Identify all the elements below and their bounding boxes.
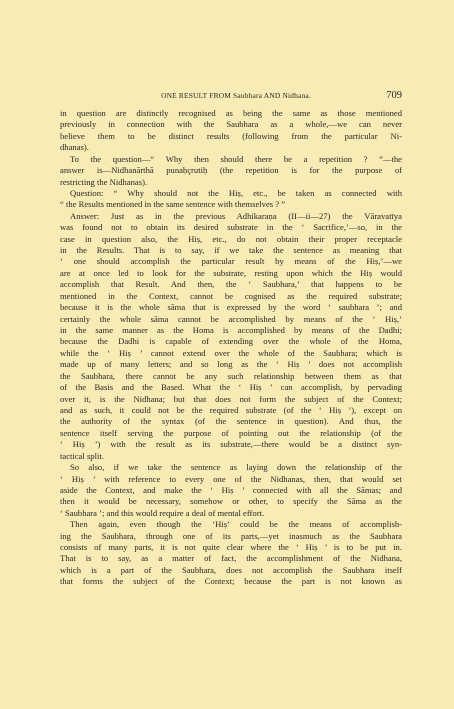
running-head-title: ONE RESULT FROM Saubhara AND Nidhana. (161, 91, 311, 100)
text-line: restricting the Nidhanas). (60, 176, 148, 187)
text-line: was found not to obtain its desired substrate in the ‘ Sacrifice,’—so, in the (60, 222, 402, 233)
text-line: sentence itself serving the purpose of pointing out the relationship (of the (60, 427, 402, 438)
text-line: answer is—Nidhanārthā punaḥçrutiḥ (the repetition is for the purpose of (60, 165, 402, 176)
text-line: accomplish that Result. And then, the ‘ Saubhara,’ that happens to be (60, 279, 402, 290)
text-line: because the Dadhi is capable of extending over the whole of the Homa, (60, 336, 402, 347)
text-line: believe them to be distinct results (following from the particular Ni- (60, 130, 402, 141)
text-line: Question: “ Why should not the Hiṣ, etc., be taken as connected with (70, 187, 402, 198)
text-line: of the Basis and the Based. What the ‘ Hiṣ ’ can accomplish, by pervading (60, 382, 402, 393)
text-line: that forms the subject of the Context; because the part is not known as (60, 576, 402, 587)
text-line: That is to say, as a matter of fact, the accomplishment of the Nidhana, (60, 553, 402, 564)
text-line: case in question also, the Hiṣ, etc., do not obtain their proper receptacle (60, 233, 402, 244)
text-line: aside the Context, and make the ‘ Hiṣ ’ connected with all the Sāmas; and (60, 484, 402, 495)
text-line: tactical split. (60, 450, 104, 461)
text-line: because it is the whole sāma that is expressed by the word ‘ saubhara ’; and (60, 302, 402, 313)
text-line: mentioned in the Context, cannot be cognised as the required substrate; (60, 290, 402, 301)
body-text (60, 108, 402, 663)
text-line: ‘ Hiṣ ’ with reference to every one of the Nidhanas, then, that would set (60, 473, 402, 484)
text-line: Answer: Just as in the previous Adhikaraṇa (II—ii—27) the Vāravatīya (70, 210, 402, 221)
text-line: and as such, it could not be the required substrate (of the ‘ Hiṣ ’), except on (60, 404, 402, 415)
text-line: certainly the whole sāma cannot be accomplished by means of the ‘ Hiṣ,’ (60, 313, 402, 324)
running-head (0, 88, 454, 104)
text-line: in the Results. That is to say, if we take the sentence as meaning that (60, 245, 402, 256)
text-line: dhanas). (60, 142, 89, 153)
text-line: consists of many parts, it is not quite clear where the ‘ Hiṣ ’ is to be put in. (60, 542, 402, 553)
text-line: ‘ Saubhara ’; and this would require a deal of mental effort. (60, 507, 265, 518)
text-line: the Saubhara, there cannot be any such relationship between them as that (60, 370, 402, 381)
text-line: ing the Saubhara, through one of its parts,—yet inasmuch as the Saubhara (60, 530, 402, 541)
text-line: Then again, even though the ‘Hiṣ’ could be the means of accomplish- (70, 519, 402, 530)
text-line: the authority of the syntax (of the sentence in question). And thus, the (60, 416, 402, 427)
text-line: then it would be necessary, somehow or other, to specify the Sāma as the (60, 496, 402, 507)
text-line: over it, is the Nidhana; but that does not form the subject of the Context; (60, 393, 402, 404)
text-line: which is a part of the Saubhara, does not accomplish the Saubhara itself (60, 564, 402, 575)
text-line: So also, if we take the sentence as laying down the relationship of the (70, 462, 402, 473)
text-line: ‘ Hiṣ ’) with the result as its substrate,—there would be a distinct syn- (60, 439, 402, 450)
text-line: To the question—“ Why then should there be a repetition ? ”—the (70, 153, 402, 164)
text-line: are at once led to look for the substrate, resting upon which the Hiṣ would (60, 267, 402, 278)
page-number: 709 (386, 90, 402, 101)
text-line: previously in connection with the Saubhara as a whole,—we can never (60, 119, 402, 130)
text-line: “ the Results mentioned in the same sentence with themselves ? ” (60, 199, 286, 210)
text-line: in the same manner as the Homa is accomplished by means of the Dadhi; (60, 325, 402, 336)
text-line: while the ‘ Hiṣ ’ cannot extend over the whole of the Saubhara; which is (60, 347, 402, 358)
text-line: ‘ one should accomplish the particular result by means of the Hiṣ,’—we (60, 256, 402, 267)
text-line: made up of many letters; and so long as the ‘ Hiṣ ’ does not accomplish (60, 359, 402, 370)
text-line: in question are distinctly recognised as being the same as those mentioned (60, 108, 402, 118)
